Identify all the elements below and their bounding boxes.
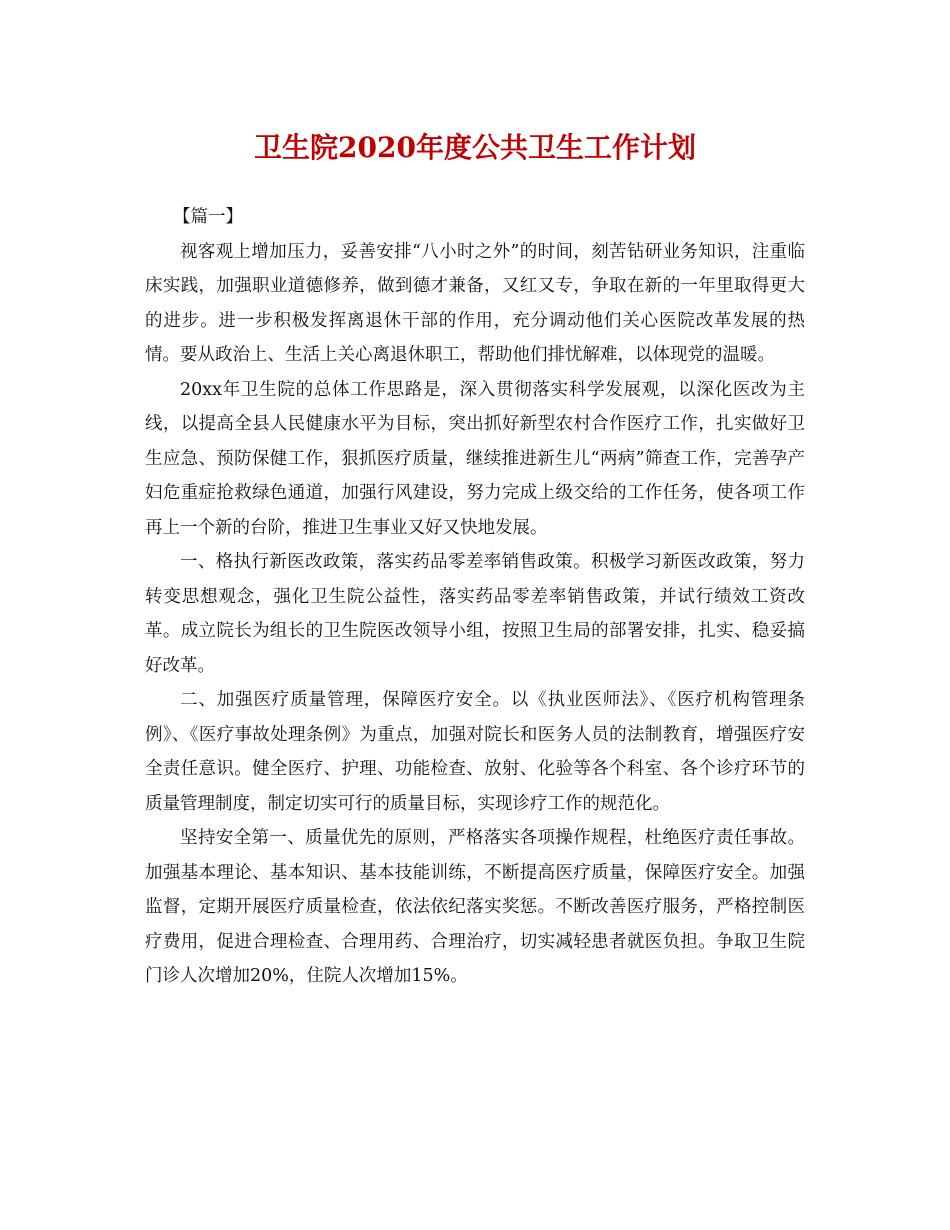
- document-body: [145, 200, 805, 994]
- paragraph: 视客观上增加压力，妥善安排“八小时之外”的时间，刻苦钻研业务知识，注重临床实践，加强职业道德修养，做到德才兼备，又红又专，争取在新的一年里取得更大的进步。进一步积极发挥离退休干部的作用，充分调动他们关心医院改革发展的热情。要从政治上、生活上关心离退休职工，帮助他们排忧解难，以体现党的温暖。: [145, 241, 805, 365]
- paragraph: 二、加强医疗质量管理，保障医疗安全。以《执业医师法》、《医疗机构管理条例》、《医疗事故处理条例》为重点，加强对院长和医务人员的法制教育，增强医疗安全责任意识。健全医疗、护理、功能检查、放射、化验等各个科室、各个诊疗环节的质量管理制度，制定切实可行的质量目标，实现诊疗工作的规范化。: [145, 690, 805, 814]
- paragraph: 坚持安全第一、质量优先的原则，严格落实各项操作规程，杜绝医疗责任事故。加强基本理论、基本知识、基本技能训练，不断提高医疗质量，保障医疗安全。加强监督，定期开展医疗质量检查，依法依纪落实奖惩。不断改善医疗服务，严格控制医疗费用，促进合理检查、合理用药、合理治疗，切实减轻患者就医负担。争取卫生院门诊人次增加20%，住院人次增加15%。: [145, 828, 805, 986]
- section-tag: 【篇一】: [173, 207, 243, 227]
- paragraph: 一、格执行新医改政策，落实药品零差率销售政策。积极学习新医改政策，努力转变思想观念，强化卫生院公益性，落实药品零差率销售政策，并试行绩效工资改革。成立院长为组长的卫生院医改领导小组，按照卫生局的部署安排，扎实、稳妥搞好改革。: [145, 552, 805, 676]
- document-title: 卫生院2020年度公共卫生工作计划: [254, 131, 696, 164]
- paragraph: 20xx年卫生院的总体工作思路是，深入贯彻落实科学发展观，以深化医改为主线，以提高全县人民健康水平为目标，突出抓好新型农村合作医疗工作，扎实做好卫生应急、预防保健工作，狠抓医疗质量，继续推进新生儿“两病”筛查工作，完善孕产妇危重症抢救绿色通道，加强行风建设，努力完成上级交给的工作任务，使各项工作再上一个新的台阶，推进卫生事业又好又快地发展。: [145, 379, 805, 538]
